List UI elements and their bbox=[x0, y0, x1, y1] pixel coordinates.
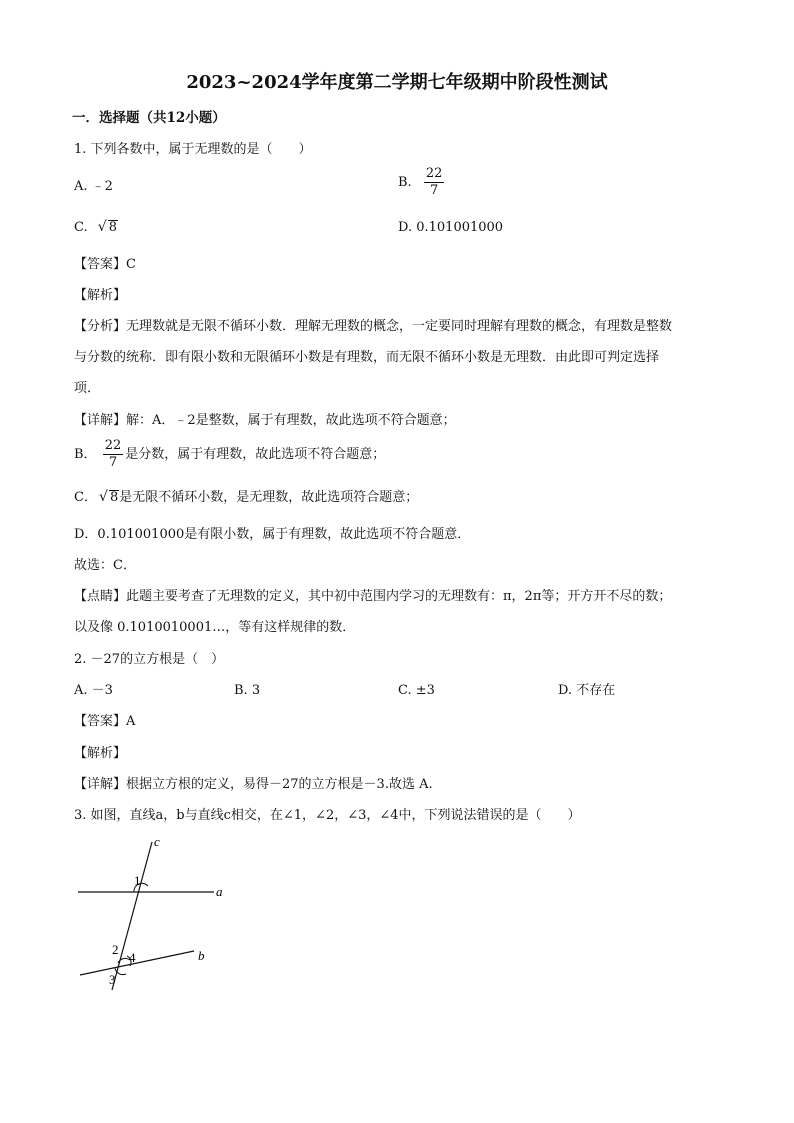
dianjing-text: 此题主要考查了无理数的定义，其中初中范围内学习的无理数有：π，2π等；开方开不尽的数； bbox=[126, 589, 672, 604]
q1-fenxi-line2: 与分数的统称．即有限小数和无限循环小数是有理数，而无限不循环小数是无理数．由此即可判定选择 bbox=[74, 350, 660, 365]
q1-dianjing-line2: 以及像 0.1010010001…，等有这样规律的数． bbox=[74, 620, 356, 635]
q1-option-b bbox=[398, 166, 446, 199]
q1-xiangjie-c bbox=[74, 490, 418, 506]
q1-xiangjie-a bbox=[74, 413, 456, 429]
label-angle-4: 4 bbox=[129, 950, 136, 965]
q1-analysis-tag: 【解析】 bbox=[74, 288, 127, 303]
q1-xiangjie-d: D．0.101001000是有限小数，属于有理数，故此选项不符合题意． bbox=[74, 527, 471, 542]
label-angle-3: 3 bbox=[109, 972, 116, 987]
line-c bbox=[112, 842, 152, 990]
fraction bbox=[103, 438, 124, 471]
q1-fenxi-line3: 项． bbox=[74, 381, 101, 396]
fraction-numerator: 22 bbox=[425, 166, 443, 181]
fraction-numerator: 22 bbox=[104, 438, 122, 453]
q1-option-b-prefix: B. bbox=[398, 175, 412, 190]
q2-option-b: B. 3 bbox=[234, 683, 261, 698]
fraction-denominator: 7 bbox=[108, 455, 118, 470]
fraction bbox=[424, 166, 445, 199]
q1-answer bbox=[74, 257, 136, 273]
sqrt-symbol bbox=[98, 220, 118, 236]
label-a: a bbox=[216, 884, 223, 899]
answer-value: A bbox=[126, 714, 136, 729]
q2-stem: 2. －27的立方根是（ ） bbox=[74, 652, 225, 667]
answer-value: C bbox=[126, 257, 136, 272]
q2-xiangjie bbox=[74, 777, 433, 793]
sqrt-radicand: 8 bbox=[109, 490, 119, 505]
section-heading: 一．选择题（共12小题） bbox=[72, 110, 226, 126]
xiangjie-b-prefix: B． bbox=[74, 447, 97, 462]
xiangjie-c-prefix: C． bbox=[74, 490, 97, 505]
answer-tag: 【答案】 bbox=[74, 714, 127, 729]
q2-option-a: A. －3 bbox=[74, 683, 113, 698]
q1-dianjing-line1 bbox=[74, 589, 671, 605]
q1-option-d: D. 0.101001000 bbox=[398, 220, 504, 235]
xiangjie-c-text: 是无限不循环小数，是无理数，故此选项符合题意； bbox=[119, 490, 419, 505]
label-b: b bbox=[198, 948, 205, 963]
q2-answer bbox=[74, 714, 135, 730]
label-c: c bbox=[154, 834, 160, 849]
label-angle-1: 1 bbox=[134, 873, 141, 888]
label-angle-2: 2 bbox=[112, 942, 119, 957]
line-b bbox=[80, 951, 194, 975]
sqrt-symbol bbox=[99, 490, 119, 506]
q1-fenxi-line1 bbox=[74, 319, 672, 335]
q1-option-c bbox=[74, 220, 118, 236]
xiangjie-text: 根据立方根的定义，易得－27的立方根是－3.故选 A. bbox=[126, 777, 433, 792]
xiangjie-b-text: 是分数，属于有理数，故此选项不符合题意； bbox=[125, 447, 386, 462]
page-title: 2023~2024学年度第二学期七年级期中阶段性测试 bbox=[186, 72, 608, 93]
sqrt-radicand: 8 bbox=[108, 220, 118, 235]
q1-choose: 故选：C． bbox=[74, 558, 136, 573]
q3-stem: 3. 如图，直线a，b与直线c相交，在∠1，∠2，∠3，∠4中，下列说法错误的是（ ） bbox=[74, 808, 581, 823]
xiangjie-tag: 【详解】 bbox=[74, 777, 127, 792]
fenxi-tag: 【分析】 bbox=[74, 319, 127, 334]
q1-stem: 1. 下列各数中，属于无理数的是（ ） bbox=[74, 142, 312, 157]
xiangjie-a-text: 解：A．﹣2是整数，属于有理数，故此选项不符合题意； bbox=[126, 413, 456, 428]
q1-option-c-prefix: C. bbox=[74, 220, 88, 235]
fraction-denominator: 7 bbox=[429, 183, 439, 198]
dianjing-tag: 【点睛】 bbox=[74, 589, 127, 604]
intersecting-lines-figure bbox=[74, 832, 244, 992]
xiangjie-tag: 【详解】 bbox=[74, 413, 127, 428]
q1-option-a: A. ﹣2 bbox=[74, 179, 113, 194]
q2-option-d: D. 不存在 bbox=[558, 683, 616, 698]
q1-xiangjie-b bbox=[74, 438, 385, 471]
answer-tag: 【答案】 bbox=[74, 257, 127, 272]
fenxi-text: 无理数就是无限不循环小数．理解无理数的概念，一定要同时理解有理数的概念，有理数是整数 bbox=[126, 319, 673, 334]
q2-option-c: C. ±3 bbox=[398, 683, 435, 698]
q2-analysis-tag: 【解析】 bbox=[74, 746, 127, 761]
